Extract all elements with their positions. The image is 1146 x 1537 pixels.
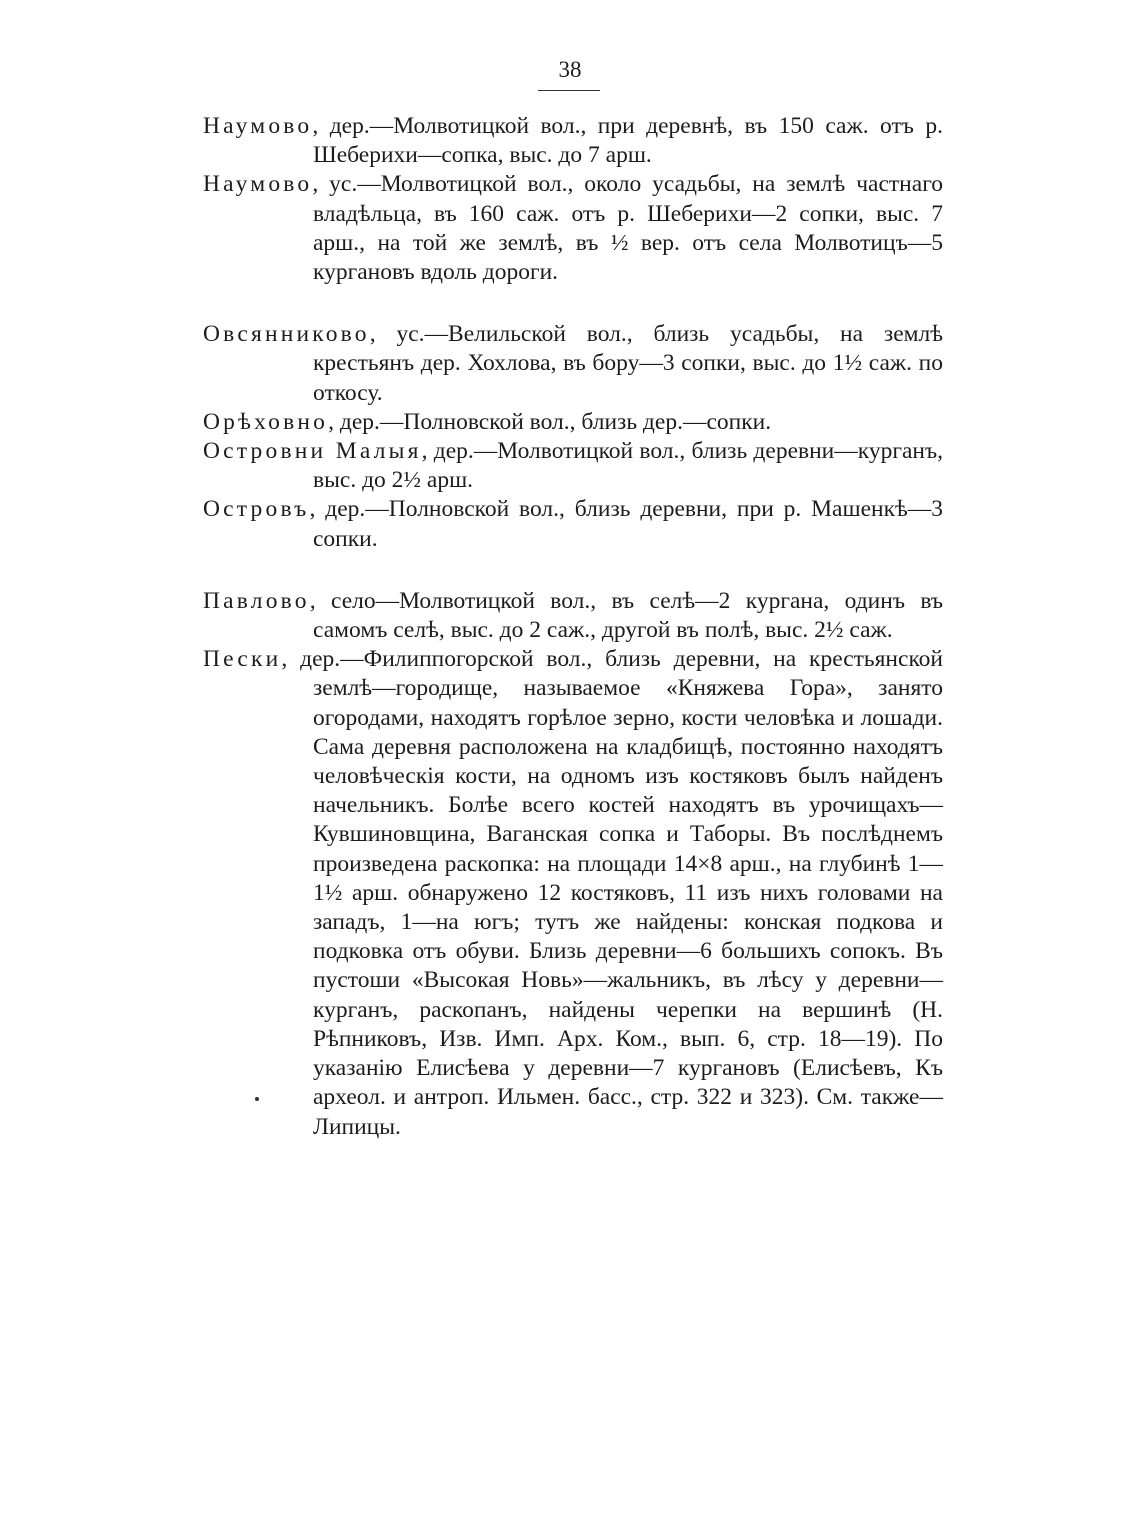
page-number: 38	[558, 57, 582, 82]
entry-ostrov	[203, 495, 943, 553]
scan-speck	[255, 1097, 259, 1101]
entry-text: , дер.—Молвотицкой вол., близь деревни—курганъ, выс. до 2½ арш.	[313, 438, 944, 494]
entry-text: , ус.—Велильской вол., близь усадьбы, на землѣ крестьянъ дер. Хохлова, въ бору—3 сопки, выс. до 1½ саж. по откосу.	[313, 321, 943, 406]
entry-text: , ус.—Молвотицкой вол., около усадьбы, на землѣ частнаго владѣльца, въ 160 саж. отъ р. Шеберихи—2 сопки, выс. 7 арш., на той же землѣ, въ ½ вер. отъ села Молвотицъ—5 кургановъ вдоль дороги.	[312, 171, 943, 286]
entry-text: , дер.—Филиппогорской вол., близь деревни, на крестьянской землѣ—городище, называемое «Княжева Гора», занято огородами, находятъ горѣлое зерно, кости человѣка и лошади. Сама деревня расположена на кладбищѣ, постоянно находятъ человѣческія кости, на одномъ изъ костяковъ былъ найденъ начельникъ. Болѣе всего костей находятъ въ урочищахъ—Кувшиновщина, Ваганская сопка и Таборы. Въ послѣднемъ произведена раскопка: на площади 14×8 арш., на глубинѣ 1—1½ арш. обнаружено 12 костяковъ, 11 изъ нихъ головами на западъ, 1—на югъ; тутъ же найдены: конская подкова и подковка отъ обуви. Близь деревни—6 большихъ сопокъ. Въ пустоши «Высокая Новь»—жальникъ, въ лѣсу у деревни—курганъ, раскопанъ, найдены черепки на вершинѣ (Н. Рѣпниковъ, Изв. Имп. Арх. Ком., вып. 6, стр. 18—19). По указанію Елисѣева у деревни—7 кургановъ (Елисѣевъ, Къ археол. и антроп. Ильмен. басс., стр. 322 и 323). См. также—Липицы.	[281, 646, 943, 1140]
entry-headword: Павлово	[203, 587, 310, 614]
entry-headword: Овсянниково	[203, 321, 370, 348]
entry-headword: Орѣховно	[203, 408, 329, 435]
entry-text: , село—Молвотицкой вол., въ селѣ—2 кургана, одинъ въ самомъ селѣ, выс. до 2 саж., другой въ полѣ, выс. 2½ саж.	[309, 587, 943, 644]
entry-ostrovni-malye	[203, 437, 943, 495]
entry-naumovo-estate	[203, 170, 943, 287]
entry-headword: Островни Малыя	[203, 438, 422, 465]
entry-headword: Пески	[203, 646, 282, 673]
entry-text: , дер.—Полновской вол., близь деревни, при р. Машенкѣ—3 сопки.	[309, 496, 943, 552]
entry-pavlovo	[203, 587, 943, 645]
entry-headword: Островъ	[203, 496, 310, 523]
gazetteer-entries	[203, 112, 943, 1142]
entry-headword: Наумово	[203, 171, 313, 198]
page-number-rule	[538, 90, 600, 91]
entry-naumovo-village	[203, 112, 943, 170]
entry-text: , дер.—Полновской вол., близь дер.—сопки.	[328, 408, 772, 435]
entry-text: , дер.—Молвотицкой вол., при деревнѣ, въ 150 саж. отъ р. Шеберихи—сопка, выс. до 7 арш.	[312, 113, 943, 169]
entry-ovsyannikovo	[203, 320, 943, 408]
entry-headword: Наумово	[203, 113, 313, 139]
entry-orekhovno	[203, 408, 943, 437]
entry-peski	[203, 645, 943, 1141]
